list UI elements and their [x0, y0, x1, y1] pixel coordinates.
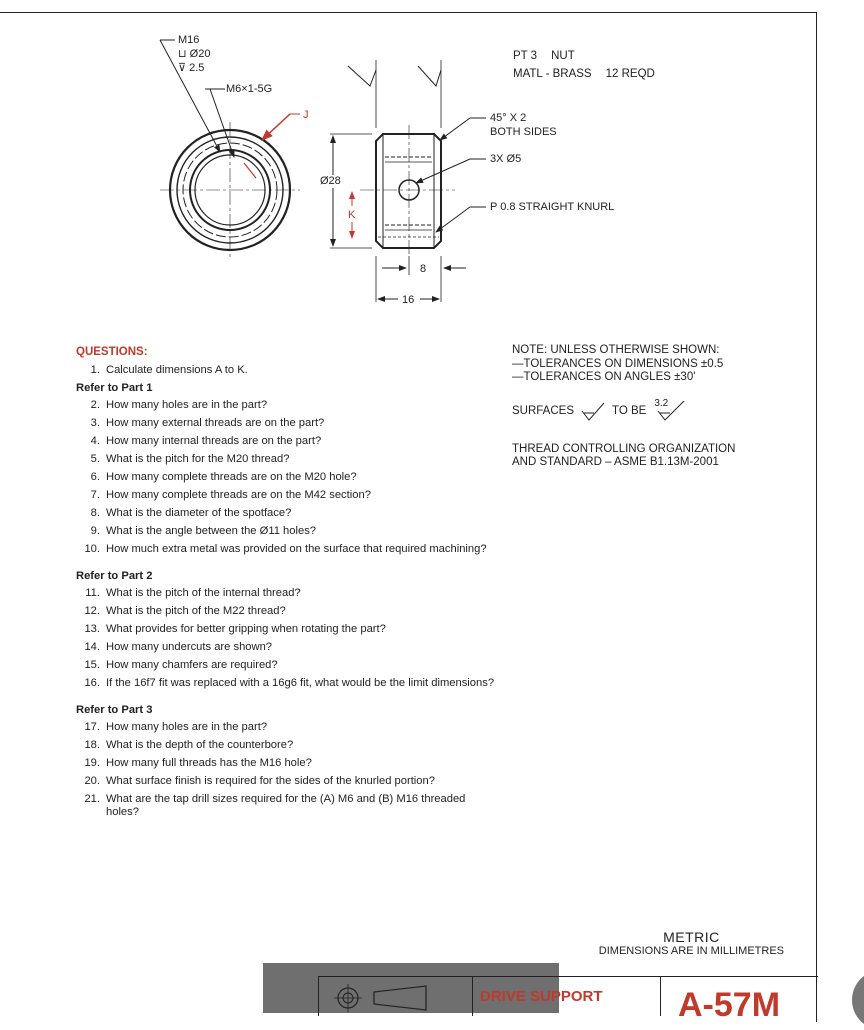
question-item [76, 507, 496, 520]
question-text: How many external threads are on the part? [106, 417, 325, 429]
question-text: What is the angle between the Ø11 holes? [106, 525, 317, 537]
question-text: Calculate dimensions A to K. [106, 364, 248, 376]
question-item [76, 605, 496, 618]
question-number: 9. [90, 525, 100, 537]
question-item [76, 399, 496, 412]
part-material: MATL - BRASS [513, 68, 592, 80]
questions-container [76, 364, 496, 819]
question-number: 10. [84, 543, 100, 555]
question-text: What is the pitch of the internal thread? [106, 587, 301, 599]
question-text: How many chamfers are required? [106, 659, 278, 671]
surfaces-label: SURFACES [512, 404, 574, 417]
corner-decoration [852, 970, 864, 1030]
general-notes [512, 344, 812, 470]
question-text: How much extra metal was provided on the surface that required machining? [106, 543, 487, 555]
question-number: 13. [84, 623, 100, 635]
question-number: 19. [84, 757, 100, 769]
callout-depth: ⊽ 2.5 [178, 62, 205, 74]
technical-drawing [0, 0, 864, 320]
metric-note [599, 929, 784, 957]
callout-holes: 3X Ø5 [490, 153, 522, 165]
finish-symbol-icon [580, 401, 606, 423]
question-text: How many full threads has the M16 hole? [106, 757, 312, 769]
question-number: 16. [84, 677, 100, 689]
question-item [76, 677, 496, 690]
callout-m16: M16 [178, 34, 200, 46]
question-number: 17. [84, 721, 100, 733]
end-view-callouts [160, 34, 309, 157]
finish-value: 3.2 [654, 397, 669, 409]
question-item [76, 453, 496, 466]
callout-chamfer-sides: BOTH SIDES [490, 126, 557, 138]
question-text: How many undercuts are shown? [106, 641, 273, 653]
question-text: What provides for better gripping when rotating the part? [106, 623, 386, 635]
question-number: 14. [84, 641, 100, 653]
note-line-1: NOTE: UNLESS OTHERWISE SHOWN: [512, 344, 720, 356]
question-number: 6. [90, 471, 100, 483]
callout-chamfer: 45° X 2 [490, 112, 527, 124]
question-item [76, 775, 496, 788]
question-section-title: Refer to Part 2 [76, 570, 153, 582]
question-item [76, 659, 496, 672]
question-item [76, 623, 496, 636]
projection-symbol-icon [326, 982, 466, 1012]
callout-knurl: P 0.8 STRAIGHT KNURL [490, 201, 615, 213]
question-item [76, 364, 496, 377]
dim-16: 16 [402, 294, 415, 306]
question-item [76, 435, 496, 448]
question-section-title: Refer to Part 1 [76, 382, 153, 394]
question-item [76, 417, 496, 430]
question-text: What is the pitch for the M20 thread? [106, 453, 290, 465]
question-number: 12. [84, 605, 100, 617]
part-quantity: 12 REQD [605, 68, 655, 80]
dim-8: 8 [420, 263, 427, 275]
surface-finish-note [512, 397, 812, 423]
question-text: How many holes are in the part? [106, 399, 268, 411]
question-number: 3. [90, 417, 100, 429]
end-view [160, 122, 300, 258]
questions-heading: QUESTIONS: [76, 346, 148, 358]
question-text: If the 16f7 fit was replaced with a 16g6 fit, what would be the limit dimensions? [106, 677, 495, 689]
question-text: What surface finish is required for the sides of the knurled portion? [106, 775, 435, 787]
finish-value-symbol [650, 397, 684, 423]
question-item [76, 757, 496, 770]
question-number: 15. [84, 659, 100, 671]
question-item [76, 471, 496, 484]
question-item [76, 587, 496, 600]
question-item [76, 641, 496, 654]
note-line-2: —TOLERANCES ON DIMENSIONS ±0.5 [512, 357, 724, 370]
question-text: How many complete threads are on the M20 hole? [106, 471, 357, 483]
side-view [330, 60, 455, 302]
question-number: 5. [90, 453, 100, 465]
question-text: How many complete threads are on the M42 section? [106, 489, 371, 501]
question-number: 4. [90, 435, 100, 447]
part-number: PT 3 [513, 50, 538, 62]
metric-subtitle: DIMENSIONS ARE IN MILLIMETRES [598, 945, 784, 957]
question-number: 20. [84, 775, 100, 787]
callout-m6: M6×1-5G [226, 83, 273, 95]
side-view-dimensions [320, 112, 614, 306]
dim-dia-28: Ø28 [320, 175, 341, 187]
question-number: 8. [90, 507, 100, 519]
question-number: 11. [85, 587, 100, 599]
questions-list [76, 346, 496, 824]
question-item [76, 525, 496, 538]
thread-standard-note [512, 443, 812, 470]
to-be-label: TO BE [612, 404, 647, 417]
question-number: 2. [90, 399, 100, 411]
thread-line-1: THREAD CONTROLLING ORGANIZATION [512, 442, 736, 455]
question-item [76, 793, 496, 819]
question-text: How many internal threads are on the part? [106, 435, 322, 447]
finish-symbol-value-icon [656, 401, 690, 423]
question-text: What is the pitch of the M22 thread? [106, 605, 286, 617]
note-line-3: —TOLERANCES ON ANGLES ±30' [512, 371, 696, 383]
drawing-number: A-57M [678, 986, 781, 1024]
part-name: NUT [551, 50, 575, 62]
drawing-title: DRIVE SUPPORT [480, 988, 603, 1005]
title-block-divider [660, 976, 661, 1016]
question-number: 18. [84, 739, 100, 751]
question-text: What is the diameter of the spotface? [106, 507, 292, 519]
metric-title: METRIC [663, 929, 720, 945]
question-number: 7. [90, 489, 100, 501]
question-section-title: Refer to Part 3 [76, 704, 153, 716]
question-item [76, 489, 496, 502]
question-text: What is the depth of the counterbore? [106, 739, 294, 751]
callout-counterbore: ⊔ Ø20 [178, 48, 211, 60]
label-j: J [303, 109, 309, 121]
question-number: 1. [90, 364, 100, 376]
title-block-divider [318, 976, 319, 1016]
title-block-divider [472, 976, 473, 1016]
question-text: How many holes are in the part? [106, 721, 268, 733]
part-info [513, 47, 669, 83]
question-number: 21. [84, 793, 100, 805]
question-text: What are the tap drill sizes required for the (A) M6 and (B) M16 threaded holes? [106, 793, 466, 818]
question-item [76, 739, 496, 752]
question-item [76, 543, 496, 556]
label-k: K [348, 209, 356, 221]
question-item [76, 721, 496, 734]
thread-line-2: AND STANDARD – ASME B1.13M-2001 [512, 456, 719, 468]
